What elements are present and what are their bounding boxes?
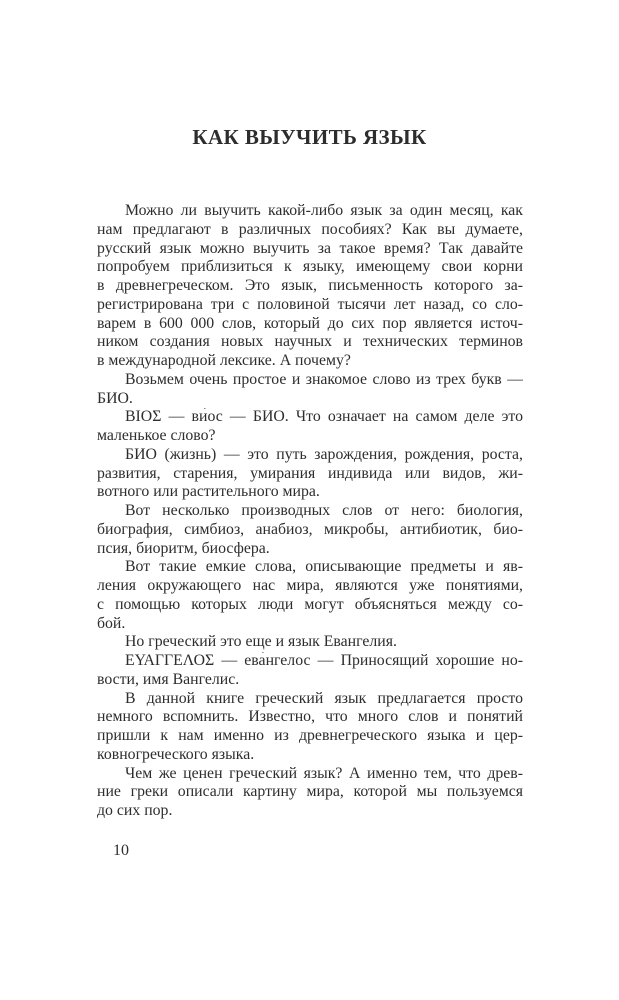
text-line: русский язык можно выучить за такое время? Так давайте [97,239,523,257]
paragraph [97,408,523,446]
text-line: нам предлагают в различных пособиях? Как вы думаете, [97,220,523,238]
text-line: биография, симбиоз, анабиоз, микробы, антибиотик, био- [97,520,523,538]
text-line: В данной книге греческий язык предлагается просто [125,689,523,707]
text-line: до сих пор. [97,802,173,819]
text-line: ления окружающего нас мира, являются уже понятиями, [97,577,523,594]
text-line: варем в 600 000 слов, который до сих пор является источ- [97,314,523,332]
text-line: Чем же ценен греческий язык? А именно тем, что древ- [125,764,523,782]
text-block [97,202,523,821]
page-title: КАК ВЫУЧИТЬ ЯЗЫК [192,125,427,149]
text-line: ΒΙΟΣ — ви́ос — БИО. Что означает на самом деле это [125,408,523,426]
text-line: развития, старения, умирания индивида или видов, жи- [97,464,523,482]
text-line: вости, имя Вангелис. [97,670,240,688]
text-line: Возьмем очень простое и знакомое слово из трех букв — [125,370,523,388]
text-line: Вот несколько производных слов от него: биология, [125,502,523,519]
text-line: ние греки описали картину мира, которой мы пользуемся [97,783,523,801]
text-line: немного вспомнить. Известно, что много слов и понятий [97,708,523,726]
text-line: ковногреческого языка. [97,745,255,763]
paragraph [97,502,523,558]
paragraph [97,202,523,371]
text-line: в древнегреческом. Это язык, письменность которого за- [97,277,523,294]
text-line: регистрирована три с половиной тысячи лет назад, со сло- [97,295,523,313]
paragraph [97,652,523,690]
text-line: пришли к нам именно из древнегреческого языка и цер- [97,727,523,744]
text-line: бой. [97,614,126,632]
text-line: вотного или растительного мира. [97,483,320,501]
paragraph [97,765,523,821]
text-line: в международной лексике. А почему? [97,352,351,369]
text-line: попробуем приблизиться к языку, имеющему свои корни [97,258,523,276]
paragraph [97,446,523,502]
text-line: маленькое слово? [97,427,216,444]
text-line: псия, биоритм, биосфера. [97,539,270,557]
paragraph [97,690,523,765]
text-line: Вот такие емкие слова, описывающие предметы и яв- [125,558,523,576]
page-number: 10 [113,842,129,859]
paragraph [97,633,523,652]
paragraph [97,558,523,633]
text-line: БИО (жизнь) — это путь зарождения, рождения, роста, [125,445,523,463]
text-line: Можно ли выучить какой-либо язык за один месяц, как [125,202,523,219]
paragraph [97,371,523,409]
text-line: Но греческий это еще и язык Евангелия. [125,633,397,651]
text-line: БИО. [97,389,133,407]
text-line: с помощью которых люди могут объясняться между со- [97,595,523,613]
text-line: ΕΥΑΓΓΕΛΟΣ — ева́нгелос — Приносящий хорошие но- [125,652,523,669]
text-line: ником создания новых научных и технических терминов [97,333,523,351]
